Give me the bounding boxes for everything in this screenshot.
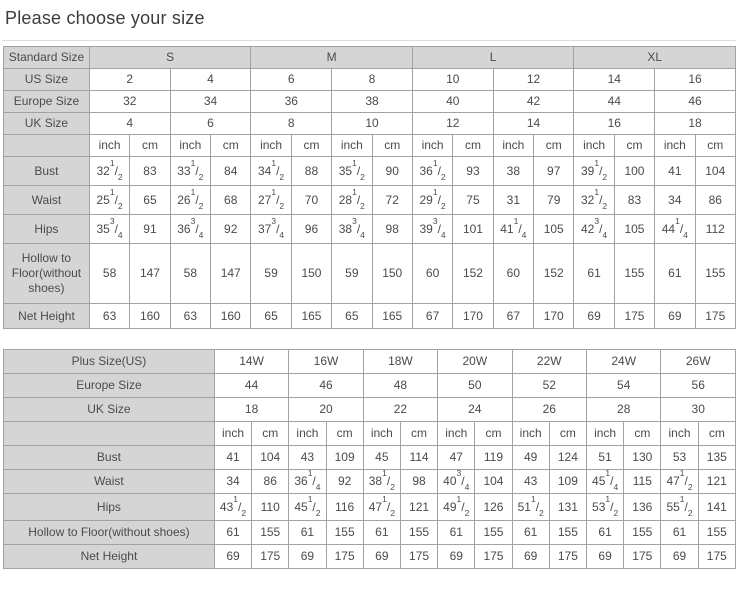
measure-value-cell: 175: [549, 545, 586, 569]
measure-value-cell: 93: [453, 157, 493, 186]
measure-value-cell: 63: [170, 304, 210, 329]
cm-header: cm: [291, 135, 331, 157]
row-label: Net Height: [4, 545, 215, 569]
size-value-cell: 28: [586, 398, 660, 422]
cm-header: cm: [698, 422, 735, 446]
measure-value-cell: $36^1/_2$: [412, 157, 452, 186]
measure-value-cell: $38^1/_2$: [363, 470, 400, 494]
measure-value-cell: 61: [289, 521, 326, 545]
measure-value-cell: 58: [170, 244, 210, 304]
measure-value-cell: 130: [624, 446, 661, 470]
inch-header: inch: [170, 135, 210, 157]
size-value-cell: 4: [89, 113, 170, 135]
measure-value-cell: 110: [252, 494, 289, 521]
cm-header: cm: [549, 422, 586, 446]
row-label: Hollow to Floor(without shoes): [4, 244, 90, 304]
measure-value-cell: 101: [453, 215, 493, 244]
measure-value-cell: 109: [326, 446, 363, 470]
measure-value-cell: 147: [211, 244, 251, 304]
size-value-cell: 18: [214, 398, 288, 422]
measure-value-cell: $29^1/_2$: [412, 186, 452, 215]
size-value-cell: 44: [574, 91, 655, 113]
measure-value-cell: 34: [655, 186, 695, 215]
size-value-cell: 24W: [586, 350, 660, 374]
row-label: Bust: [4, 446, 215, 470]
measure-value-cell: 121: [400, 494, 437, 521]
measure-value-cell: 175: [614, 304, 654, 329]
size-value-cell: 16: [655, 69, 736, 91]
measure-value-cell: 175: [475, 545, 512, 569]
size-value-cell: 26W: [661, 350, 736, 374]
row-label: Europe Size: [4, 374, 215, 398]
measure-value-cell: $45^1/_2$: [289, 494, 326, 521]
size-value-cell: 2: [89, 69, 170, 91]
corner-label: Standard Size: [4, 47, 90, 69]
inch-header: inch: [586, 422, 623, 446]
measure-value-cell: 58: [89, 244, 129, 304]
measure-value-cell: 86: [252, 470, 289, 494]
measure-value-cell: 69: [655, 304, 695, 329]
size-value-cell: 44: [214, 374, 288, 398]
measure-value-cell: $37^3/_4$: [251, 215, 291, 244]
size-value-cell: 48: [363, 374, 437, 398]
measure-value-cell: 53: [661, 446, 698, 470]
cm-header: cm: [475, 422, 512, 446]
measure-value-cell: 69: [363, 545, 400, 569]
row-label: Bust: [4, 157, 90, 186]
measure-value-cell: 63: [89, 304, 129, 329]
row-label: Plus Size(US): [4, 350, 215, 374]
cm-header: cm: [211, 135, 251, 157]
size-group-header: S: [89, 47, 251, 69]
size-value-cell: 22W: [512, 350, 586, 374]
measure-value-cell: 155: [695, 244, 735, 304]
measure-value-cell: 38: [493, 157, 533, 186]
measure-value-cell: 104: [252, 446, 289, 470]
row-label: Europe Size: [4, 91, 90, 113]
measure-value-cell: $34^1/_2$: [251, 157, 291, 186]
measure-value-cell: 47: [438, 446, 475, 470]
cm-header: cm: [695, 135, 735, 157]
size-value-cell: 10: [412, 69, 493, 91]
inch-header: inch: [214, 422, 251, 446]
measure-value-cell: $47^1/_2$: [661, 470, 698, 494]
measure-value-cell: 175: [400, 545, 437, 569]
measure-value-cell: $27^1/_2$: [251, 186, 291, 215]
measure-value-cell: 104: [695, 157, 735, 186]
measure-value-cell: 98: [372, 215, 412, 244]
measure-value-cell: $32^1/_2$: [89, 157, 129, 186]
size-value-cell: 34: [170, 91, 251, 113]
measure-value-cell: $39^3/_4$: [412, 215, 452, 244]
measure-value-cell: 165: [291, 304, 331, 329]
measure-value-cell: 69: [574, 304, 614, 329]
measure-value-cell: 126: [475, 494, 512, 521]
row-label: US Size: [4, 69, 90, 91]
measure-value-cell: 68: [211, 186, 251, 215]
size-value-cell: 30: [661, 398, 736, 422]
measure-value-cell: $44^1/_4$: [655, 215, 695, 244]
size-value-cell: 4: [170, 69, 251, 91]
inch-header: inch: [493, 135, 533, 157]
measure-value-cell: 88: [291, 157, 331, 186]
measure-value-cell: $43^1/_2$: [214, 494, 251, 521]
measure-value-cell: 61: [586, 521, 623, 545]
measure-value-cell: 165: [372, 304, 412, 329]
measure-value-cell: 97: [534, 157, 574, 186]
measure-value-cell: $53^1/_2$: [586, 494, 623, 521]
measure-value-cell: 65: [332, 304, 372, 329]
measure-value-cell: $42^3/_4$: [574, 215, 614, 244]
cm-header: cm: [614, 135, 654, 157]
measure-value-cell: 160: [211, 304, 251, 329]
measure-value-cell: 96: [291, 215, 331, 244]
inch-header: inch: [412, 135, 452, 157]
row-label: Hips: [4, 215, 90, 244]
measure-value-cell: 69: [438, 545, 475, 569]
size-value-cell: 8: [251, 113, 332, 135]
measure-value-cell: 175: [624, 545, 661, 569]
measure-value-cell: 43: [289, 446, 326, 470]
measure-value-cell: 41: [655, 157, 695, 186]
size-value-cell: 20W: [438, 350, 512, 374]
measure-value-cell: 60: [412, 244, 452, 304]
measure-value-cell: 92: [211, 215, 251, 244]
size-value-cell: 6: [251, 69, 332, 91]
size-value-cell: 56: [661, 374, 736, 398]
size-value-cell: 36: [251, 91, 332, 113]
size-value-cell: 46: [289, 374, 363, 398]
measure-value-cell: 61: [363, 521, 400, 545]
measure-value-cell: 155: [614, 244, 654, 304]
measure-value-cell: 65: [251, 304, 291, 329]
size-value-cell: 12: [412, 113, 493, 135]
measure-value-cell: 135: [698, 446, 735, 470]
inch-header: inch: [251, 135, 291, 157]
cm-header: cm: [624, 422, 661, 446]
measure-value-cell: 45: [363, 446, 400, 470]
measure-value-cell: 34: [214, 470, 251, 494]
size-value-cell: 46: [655, 91, 736, 113]
measure-value-cell: $35^1/_2$: [332, 157, 372, 186]
measure-value-cell: 155: [400, 521, 437, 545]
measure-value-cell: $36^3/_4$: [170, 215, 210, 244]
measure-value-cell: 67: [493, 304, 533, 329]
measure-value-cell: 175: [695, 304, 735, 329]
measure-value-cell: 152: [534, 244, 574, 304]
measure-value-cell: 59: [332, 244, 372, 304]
size-group-header: M: [251, 47, 413, 69]
measure-value-cell: 155: [549, 521, 586, 545]
measure-value-cell: $38^3/_4$: [332, 215, 372, 244]
measure-value-cell: 61: [214, 521, 251, 545]
measure-value-cell: $26^1/_2$: [170, 186, 210, 215]
size-value-cell: 26: [512, 398, 586, 422]
measure-value-cell: $47^1/_2$: [363, 494, 400, 521]
size-value-cell: 38: [332, 91, 413, 113]
size-value-cell: 52: [512, 374, 586, 398]
measure-value-cell: 83: [130, 157, 170, 186]
standard-size-table: [3, 46, 736, 329]
measure-value-cell: 65: [130, 186, 170, 215]
measure-value-cell: 69: [214, 545, 251, 569]
inch-header: inch: [661, 422, 698, 446]
measure-value-cell: 141: [698, 494, 735, 521]
measure-value-cell: 43: [512, 470, 549, 494]
size-value-cell: 10: [332, 113, 413, 135]
page-title: Please choose your size: [5, 8, 205, 28]
inch-header: inch: [574, 135, 614, 157]
measure-value-cell: $28^1/_2$: [332, 186, 372, 215]
measure-value-cell: 104: [475, 470, 512, 494]
measure-value-cell: 98: [400, 470, 437, 494]
measure-value-cell: 175: [698, 545, 735, 569]
measure-value-cell: 69: [512, 545, 549, 569]
cm-header: cm: [453, 135, 493, 157]
size-value-cell: 20: [289, 398, 363, 422]
measure-value-cell: 175: [252, 545, 289, 569]
measure-value-cell: 83: [614, 186, 654, 215]
inch-header: inch: [438, 422, 475, 446]
inch-header: inch: [89, 135, 129, 157]
measure-value-cell: 92: [326, 470, 363, 494]
inch-header: inch: [332, 135, 372, 157]
measure-value-cell: 61: [438, 521, 475, 545]
measure-value-cell: 61: [574, 244, 614, 304]
measure-value-cell: $33^1/_2$: [170, 157, 210, 186]
measure-value-cell: $36^1/_4$: [289, 470, 326, 494]
measure-value-cell: $45^1/_4$: [586, 470, 623, 494]
row-label: Waist: [4, 186, 90, 215]
cm-header: cm: [252, 422, 289, 446]
size-group-header: XL: [574, 47, 736, 69]
measure-value-cell: 150: [372, 244, 412, 304]
measure-value-cell: $39^1/_2$: [574, 157, 614, 186]
measure-value-cell: 155: [326, 521, 363, 545]
measure-value-cell: 150: [291, 244, 331, 304]
measure-value-cell: $25^1/_2$: [89, 186, 129, 215]
measure-value-cell: 31: [493, 186, 533, 215]
measure-value-cell: $32^1/_2$: [574, 186, 614, 215]
size-value-cell: 24: [438, 398, 512, 422]
cm-header: cm: [326, 422, 363, 446]
row-label: UK Size: [4, 113, 90, 135]
row-label: Net Height: [4, 304, 90, 329]
measure-value-cell: 112: [695, 215, 735, 244]
measure-value-cell: 155: [698, 521, 735, 545]
size-value-cell: 40: [412, 91, 493, 113]
measure-value-cell: 115: [624, 470, 661, 494]
size-value-cell: 8: [332, 69, 413, 91]
cm-header: cm: [400, 422, 437, 446]
measure-value-cell: 170: [453, 304, 493, 329]
inch-header: inch: [655, 135, 695, 157]
size-value-cell: 32: [89, 91, 170, 113]
size-value-cell: 12: [493, 69, 574, 91]
measure-value-cell: $49^1/_2$: [438, 494, 475, 521]
measure-value-cell: 152: [453, 244, 493, 304]
measure-value-cell: 109: [549, 470, 586, 494]
measure-value-cell: 155: [252, 521, 289, 545]
measure-value-cell: 147: [130, 244, 170, 304]
measure-value-cell: 70: [291, 186, 331, 215]
measure-value-cell: 61: [512, 521, 549, 545]
size-value-cell: 42: [493, 91, 574, 113]
size-value-cell: 14: [493, 113, 574, 135]
measure-value-cell: 131: [549, 494, 586, 521]
measure-value-cell: 119: [475, 446, 512, 470]
measure-value-cell: 155: [475, 521, 512, 545]
measure-value-cell: 116: [326, 494, 363, 521]
measure-value-cell: 67: [412, 304, 452, 329]
measure-value-cell: 114: [400, 446, 437, 470]
row-label: Waist: [4, 470, 215, 494]
size-value-cell: 16: [574, 113, 655, 135]
measure-value-cell: 79: [534, 186, 574, 215]
measure-value-cell: 100: [614, 157, 654, 186]
measure-value-cell: 75: [453, 186, 493, 215]
inch-header: inch: [363, 422, 400, 446]
measure-value-cell: 170: [534, 304, 574, 329]
measure-value-cell: 61: [655, 244, 695, 304]
size-value-cell: 22: [363, 398, 437, 422]
measure-value-cell: 61: [661, 521, 698, 545]
measure-value-cell: 160: [130, 304, 170, 329]
measure-value-cell: 72: [372, 186, 412, 215]
measure-value-cell: 90: [372, 157, 412, 186]
size-value-cell: 16W: [289, 350, 363, 374]
row-label: Hollow to Floor(without shoes): [4, 521, 215, 545]
measure-value-cell: 91: [130, 215, 170, 244]
measure-value-cell: 175: [326, 545, 363, 569]
cm-header: cm: [130, 135, 170, 157]
measure-value-cell: 51: [586, 446, 623, 470]
size-group-header: L: [412, 47, 574, 69]
measure-value-cell: 41: [214, 446, 251, 470]
measure-value-cell: 105: [534, 215, 574, 244]
measure-value-cell: 69: [586, 545, 623, 569]
measure-value-cell: 69: [289, 545, 326, 569]
size-value-cell: 14: [574, 69, 655, 91]
size-value-cell: 18: [655, 113, 736, 135]
row-label: Hips: [4, 494, 215, 521]
unit-corner: [4, 135, 90, 157]
measure-value-cell: $35^3/_4$: [89, 215, 129, 244]
measure-value-cell: $40^3/_4$: [438, 470, 475, 494]
size-value-cell: 14W: [214, 350, 288, 374]
title-divider: [2, 40, 736, 41]
measure-value-cell: 86: [695, 186, 735, 215]
measure-value-cell: 59: [251, 244, 291, 304]
measure-value-cell: 155: [624, 521, 661, 545]
measure-value-cell: 105: [614, 215, 654, 244]
size-value-cell: 54: [586, 374, 660, 398]
inch-header: inch: [289, 422, 326, 446]
measure-value-cell: 60: [493, 244, 533, 304]
row-label: UK Size: [4, 398, 215, 422]
measure-value-cell: $51^1/_2$: [512, 494, 549, 521]
measure-value-cell: $55^1/_2$: [661, 494, 698, 521]
cm-header: cm: [534, 135, 574, 157]
unit-corner: [4, 422, 215, 446]
measure-value-cell: 49: [512, 446, 549, 470]
cm-header: cm: [372, 135, 412, 157]
measure-value-cell: $41^1/_4$: [493, 215, 533, 244]
size-value-cell: 18W: [363, 350, 437, 374]
inch-header: inch: [512, 422, 549, 446]
measure-value-cell: 124: [549, 446, 586, 470]
size-value-cell: 6: [170, 113, 251, 135]
size-value-cell: 50: [438, 374, 512, 398]
measure-value-cell: 69: [661, 545, 698, 569]
measure-value-cell: 84: [211, 157, 251, 186]
measure-value-cell: 121: [698, 470, 735, 494]
plus-size-table: [3, 349, 736, 569]
measure-value-cell: 136: [624, 494, 661, 521]
